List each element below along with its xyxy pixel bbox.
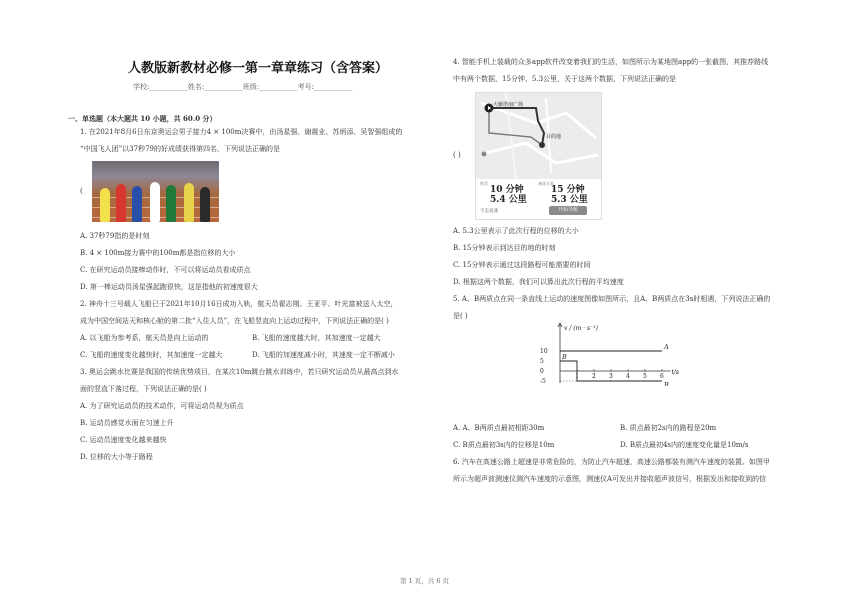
x-tick-label: 3 <box>609 373 613 380</box>
page-number-footer: 第 1 页，共 6 页 <box>400 577 450 585</box>
route-summary-panel <box>476 179 601 219</box>
relay-race-photo <box>92 161 219 222</box>
route2-distance: 5.3 公里 <box>551 195 588 205</box>
y-axis-label: v / (m · s⁻¹) <box>564 325 598 332</box>
start-navigation-button[interactable]: 开始导航 <box>549 206 587 215</box>
x-tick-label: 5 <box>643 373 647 380</box>
q3-option-c: C. 运动员速度变化越来越快 <box>80 436 167 444</box>
q2-option-b: B. 飞船的速度越大时，其加速度一定越大 <box>252 334 381 342</box>
x-tick-label: 4 <box>626 373 630 380</box>
q4-option-d: D. 根据这两个数据，我们可以算出此次行程的平均速度 <box>453 278 624 286</box>
q5-stem-line1: 5. A、B两质点在同一条直线上运动的速度图像如图所示，且A、B两质点在3s时相遇，下列说法正确的 <box>453 295 771 303</box>
q2-stem-line1: 2. 神舟十三号载人飞船已于2021年10月16日成功入轨，航天员翟志刚、王亚平、叶光富被送入太空， <box>80 300 398 308</box>
route-option-label: 不走高速 <box>480 209 498 214</box>
q2-option-d: D. 飞船的加速度减小时，其速度一定不断减小 <box>252 351 395 359</box>
q1-option-b: B. 4 × 100m接力赛中的100m都是指位移的大小 <box>80 249 236 257</box>
q2-option-a: A. 以飞船为参考系，航天员是向上运动的 <box>80 334 209 342</box>
x-tick-label: 1 <box>575 373 579 380</box>
q4-stem-line1: 4. 智能手机上装载的众多app软件改变着我们的生活，如图所示为某地图app的一张截图，其推荐路线 <box>453 58 769 66</box>
y-tick-label: 10 <box>540 348 548 355</box>
q3-stem-line1: 3. 奥运会跳水比赛是我国的传统优势项目，在某次10m跳台跳水训练中，若只研究运动员从最高点到水 <box>80 368 399 376</box>
q5-option-c: C. B质点最初3s内的位移是10m <box>453 441 555 449</box>
q4-option-a: A. 5.3公里表示了此次行程的位移的大小 <box>453 227 579 235</box>
section-heading: 一、单选题（本大题共 10 小题，共 60.0 分） <box>68 114 217 123</box>
velocity-time-graph <box>538 322 698 386</box>
q3-option-d: D. 位移的大小等于路程 <box>80 453 153 461</box>
q3-stem-line2: 面的竖直下落过程，下列说法正确的是( ) <box>80 385 207 393</box>
q1-option-a: A. 37秒79指的是时刻 <box>80 232 150 240</box>
q1-option-d: D. 第一棒运动员汤星强起跑很快，这是指他的初速度很大 <box>80 283 258 291</box>
series-A-label: A <box>664 343 669 351</box>
q4-option-c: C. 15分钟表示通过这段路程可能需要的时间 <box>453 261 591 269</box>
y-tick-label: 5 <box>540 358 544 365</box>
q3-option-b: B. 运动员感觉水面在匀速上升 <box>80 419 174 427</box>
route-tag-2: 备选方案 <box>538 181 554 186</box>
route2-time: 15 分钟 <box>551 185 585 195</box>
series-B-start-label: B <box>562 353 567 361</box>
q2-stem-line2: 成为中国空间站天和核心舱的第二批“入住人员”，在飞船竖直向上运动过程中，下列说法正确的是( ) <box>80 317 389 325</box>
q1-option-c: C. 在研究运动员接棒动作时，不可以将运动员看成质点 <box>80 266 251 274</box>
q1-stem-line2: “中国飞人团”以37秒79的好成绩获得第四名，下列说法正确的是 <box>80 145 280 153</box>
q3-option-a: A. 为了研究运动员的技术动作，可将运动员视为质点 <box>80 402 244 410</box>
y-tick-label: 0 <box>540 368 544 375</box>
map-end-label: 目的地 <box>546 134 562 140</box>
x-tick-label: 6 <box>660 373 664 380</box>
route-tag-1: 推荐 <box>480 181 488 186</box>
series-B-label: B <box>664 381 669 386</box>
route1-time: 10 分钟 <box>490 185 524 195</box>
student-info-line: 学校:___________姓名:___________班级:___________考号:___________ <box>133 83 353 91</box>
q4-paren: ( ) <box>453 151 461 159</box>
q4-option-b: B. 15分钟表示到达目的地的时刻 <box>453 244 556 252</box>
q1-paren: ( <box>80 187 83 195</box>
q5-option-b: B. 质点最初2s内的路程是20m <box>620 424 717 432</box>
x-tick-label: 2 <box>592 373 596 380</box>
map-start-label: 大雁塔南广场 <box>493 102 524 108</box>
y-tick-label: -5 <box>540 378 546 385</box>
q4-stem-line2: 中有两个数据，15分钟、5.3公里，关于这两个数据，下列说法正确的是 <box>453 75 677 83</box>
q6-stem-line1: 6. 汽车在高速公路上超速是非常危险的，为防止汽车超速，高速公路都装有测汽车速度的装置。如图甲 <box>453 458 770 466</box>
q5-option-a: A. A、B两质点最初相距30m <box>453 424 545 432</box>
q5-option-d: D. B质点最初4s内的速度变化量是10m/s <box>620 441 749 449</box>
q6-stem-line2: 所示为超声波测速仪测汽车速度的示意图，测速仪A可发出并接收超声波信号，根据发出和接收到的信 <box>453 475 767 483</box>
x-axis-label: t/s <box>671 369 680 376</box>
q2-option-c: C. 飞船的速度变化越快时，其加速度一定越大 <box>80 351 223 359</box>
map-app-screenshot <box>475 92 602 220</box>
route1-distance: 5.4 公里 <box>490 195 527 205</box>
page-title: 人教版新教材必修一第一章章练习（含答案） <box>128 61 389 76</box>
q5-stem-line2: 是( ) <box>453 312 468 320</box>
q1-stem-line1: 1. 在2021年8月6日东京奥运会男子接力4 × 100m决赛中，由汤星强、谢震业、苏炳添、吴智强组成的 <box>80 128 403 136</box>
